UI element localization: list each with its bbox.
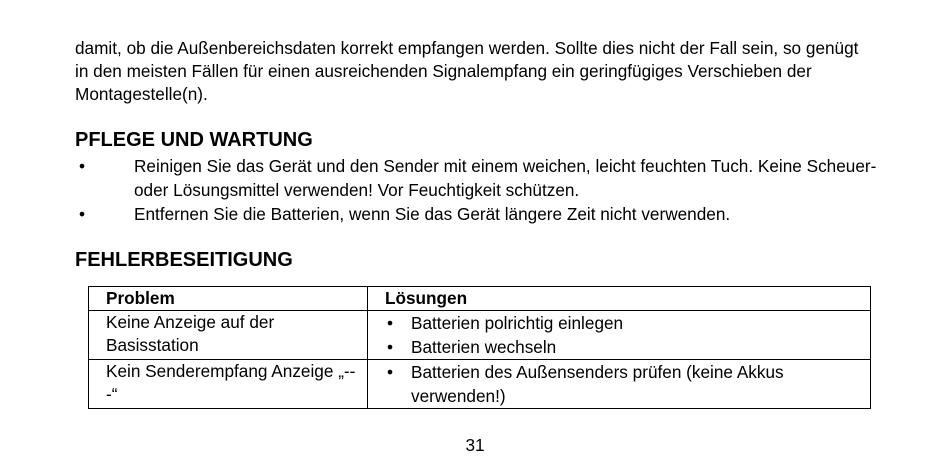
- bullet-icon: •: [78, 156, 86, 176]
- list-item: [385, 360, 864, 408]
- list-item: [385, 335, 864, 359]
- table-row: [89, 311, 871, 360]
- page-number: 31: [465, 435, 485, 455]
- list-item: [385, 311, 864, 335]
- column-header-solutions: Lösungen: [368, 287, 871, 311]
- table-header-row: [89, 287, 871, 311]
- column-header-problem: Problem: [89, 287, 368, 311]
- care-item-text: Reinigen Sie das Gerät und den Sender mit einem weichen, leicht feuchten Tuch. Keine Scheuer- oder Lösungsmittel verwenden! Vor Feuchtigkeit schützen.: [134, 156, 877, 200]
- solution-text: Batterien des Außensenders prüfen (keine Akkus verwenden!): [411, 362, 784, 406]
- troubleshooting-heading: FEHLERBESEITIGUNG: [75, 249, 293, 271]
- problem-cell: Keine Anzeige auf der Basisstation: [89, 311, 368, 360]
- bullet-icon: •: [387, 337, 394, 357]
- care-item-text: Entfernen Sie die Batterien, wenn Sie das Gerät längere Zeit nicht verwenden.: [134, 204, 731, 224]
- table-row: [89, 360, 871, 409]
- solution-list: [385, 311, 864, 359]
- care-bullet-list: [75, 154, 895, 226]
- intro-paragraph: damit, ob die Außenbereichsdaten korrekt empfangen werden. Sollte dies nicht der Fall sein, so genügt in den meisten Fällen für einen ausreichenden Signalempfang ein geringfügiges Verschieben der Montagestelle(n).: [75, 38, 859, 104]
- solutions-cell: [368, 360, 871, 409]
- bullet-icon: •: [387, 362, 394, 382]
- list-item: [75, 202, 895, 226]
- solutions-cell: [368, 311, 871, 360]
- solution-list: [385, 360, 864, 408]
- bullet-icon: •: [387, 313, 394, 333]
- solution-text: Batterien wechseln: [411, 337, 557, 357]
- troubleshooting-table: [88, 286, 871, 409]
- problem-cell: Kein Senderempfang Anzeige „---“: [89, 360, 368, 409]
- care-heading: PFLEGE UND WARTUNG: [75, 129, 313, 151]
- list-item: [75, 154, 895, 202]
- solution-text: Batterien polrichtig einlegen: [411, 313, 624, 333]
- bullet-icon: •: [78, 204, 86, 224]
